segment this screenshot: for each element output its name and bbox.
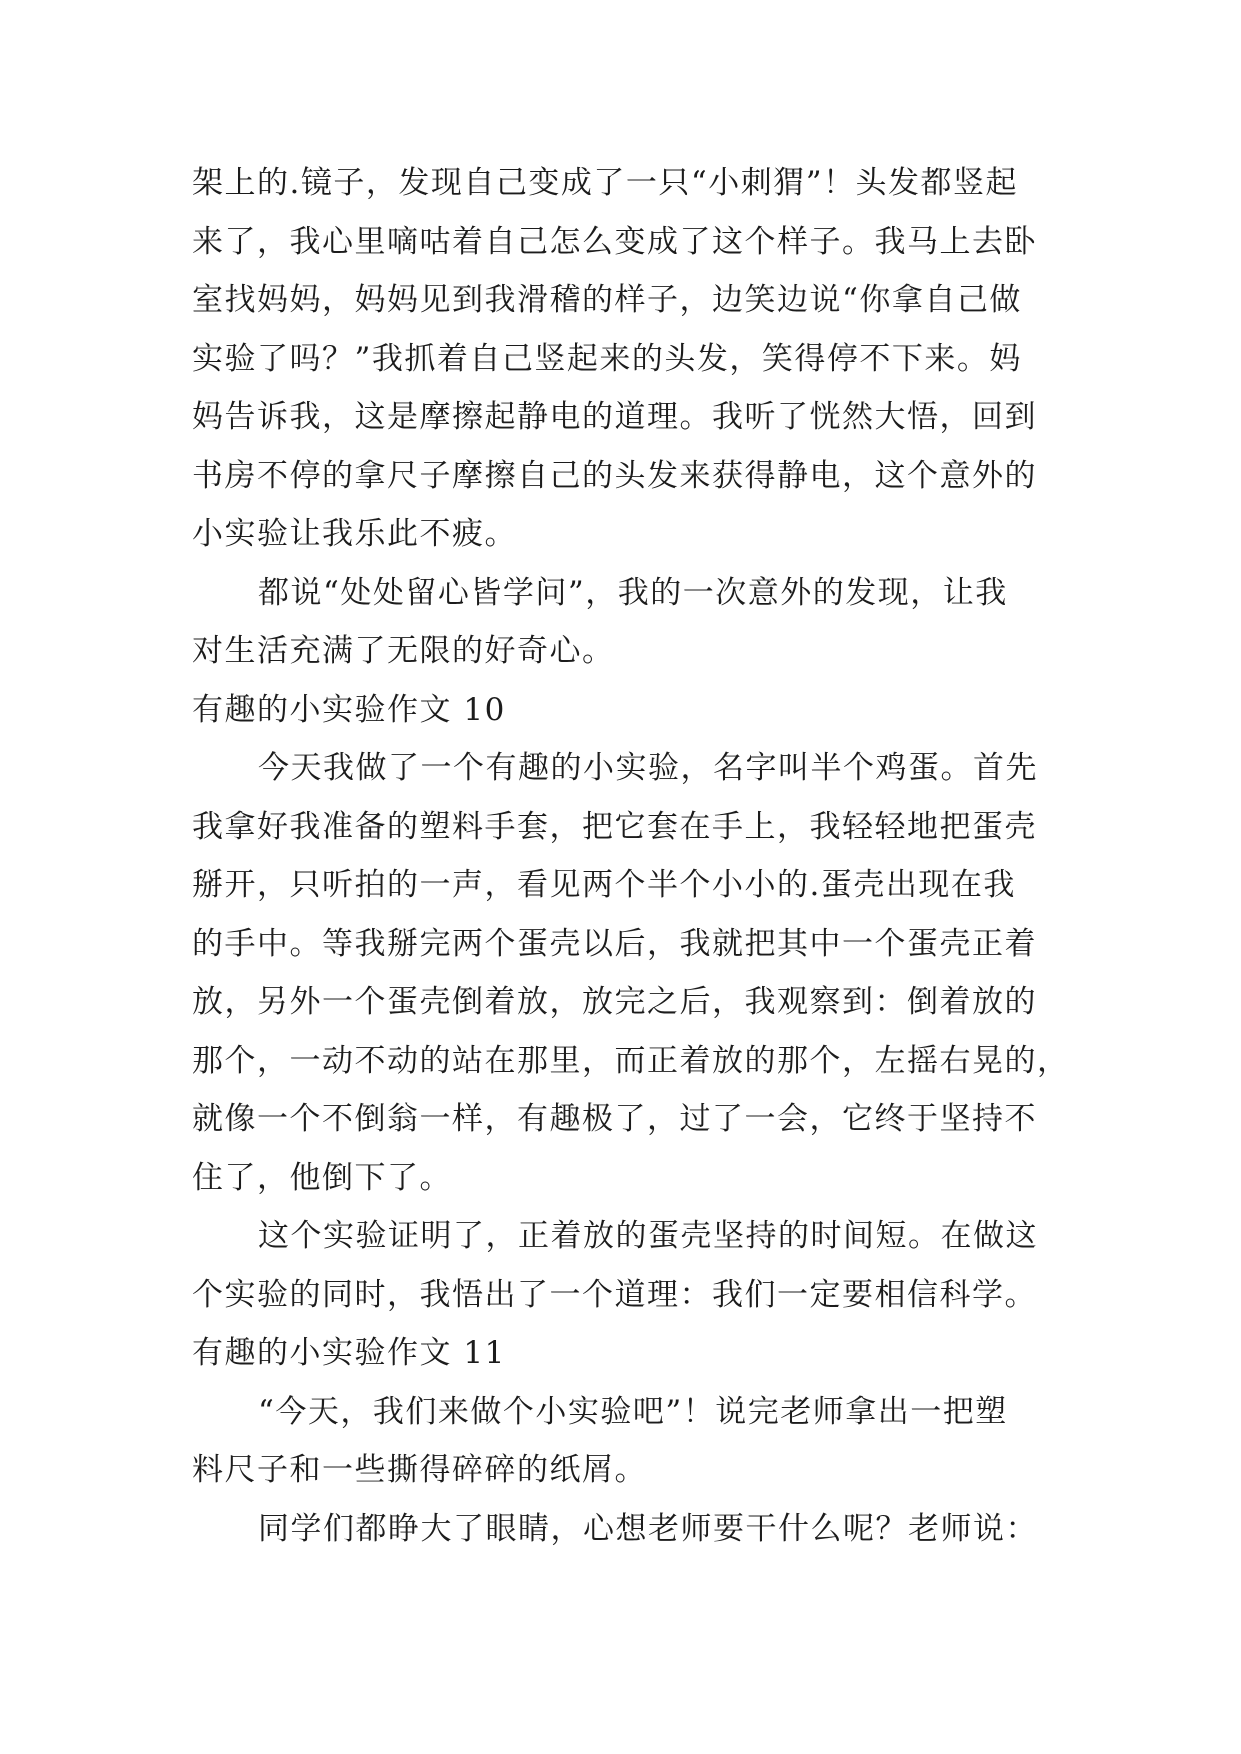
text-line: 同学们都睁大了眼睛，心想老师要干什么呢？老师说： (258, 1510, 1038, 1547)
text-line: 的手中。等我掰完两个蛋壳以后，我就把其中一个蛋壳正着 (192, 925, 1037, 962)
text-line: 架上的.镜子，发现自己变成了一只“小刺猬”！头发都竖起 (192, 165, 1019, 201)
text-line: 室找妈妈，妈妈见到我滑稽的样子，边笑边说“你拿自己做 (192, 282, 1022, 318)
text-line: 个实验的同时，我悟出了一个道理：我们一定要相信科学。 (192, 1276, 1037, 1313)
text-line: 书房不停的拿尺子摩擦自己的头发来获得静电，这个意外的 (192, 457, 1037, 494)
text-line: 小实验让我乐此不疲。 (192, 516, 517, 552)
text-line: 今天我做了一个有趣的小实验，名字叫半个鸡蛋。首先 (258, 750, 1038, 786)
text-line: “今天，我们来做个小实验吧”！说完老师拿出一把塑 (258, 1393, 1008, 1430)
text-line: 都说“处处留心皆学问”，我的一次意外的发现，让我 (258, 574, 1008, 611)
text-line: 这个实验证明了，正着放的蛋壳坚持的时间短。在做这 (258, 1218, 1038, 1254)
text-line: 住了，他倒下了。 (192, 1159, 452, 1196)
section-heading: 有趣的小实验作文 10 (192, 691, 506, 728)
text-line: 我拿好我准备的塑料手套，把它套在手上，我轻轻地把蛋壳 (192, 808, 1037, 845)
text-line: 来了，我心里嘀咕着自己怎么变成了这个样子。我马上去卧 (192, 223, 1037, 260)
text-line: 实验了吗？”我抓着自己竖起来的头发，笑得停不下来。妈 (192, 340, 1022, 377)
text-line: 就像一个不倒翁一样，有趣极了，过了一会，它终于坚持不 (192, 1101, 1037, 1137)
text-line: 料尺子和一些撕得碎碎的纸屑。 (192, 1452, 647, 1488)
text-line: 那个，一动不动的站在那里，而正着放的那个，左摇右晃的， (192, 1042, 1070, 1079)
text-line: 妈告诉我，这是摩擦起静电的道理。我听了恍然大悟，回到 (192, 399, 1037, 435)
text-line: 掰开，只听拍的一声，看见两个半个小小的.蛋壳出现在我 (192, 867, 1016, 903)
text-line: 对生活充满了无限的好奇心。 (192, 633, 615, 669)
text-line: 放，另外一个蛋壳倒着放，放完之后，我观察到：倒着放的 (192, 984, 1037, 1020)
article-body (192, 154, 1070, 1558)
section-heading: 有趣的小实验作文 11 (192, 1335, 506, 1371)
